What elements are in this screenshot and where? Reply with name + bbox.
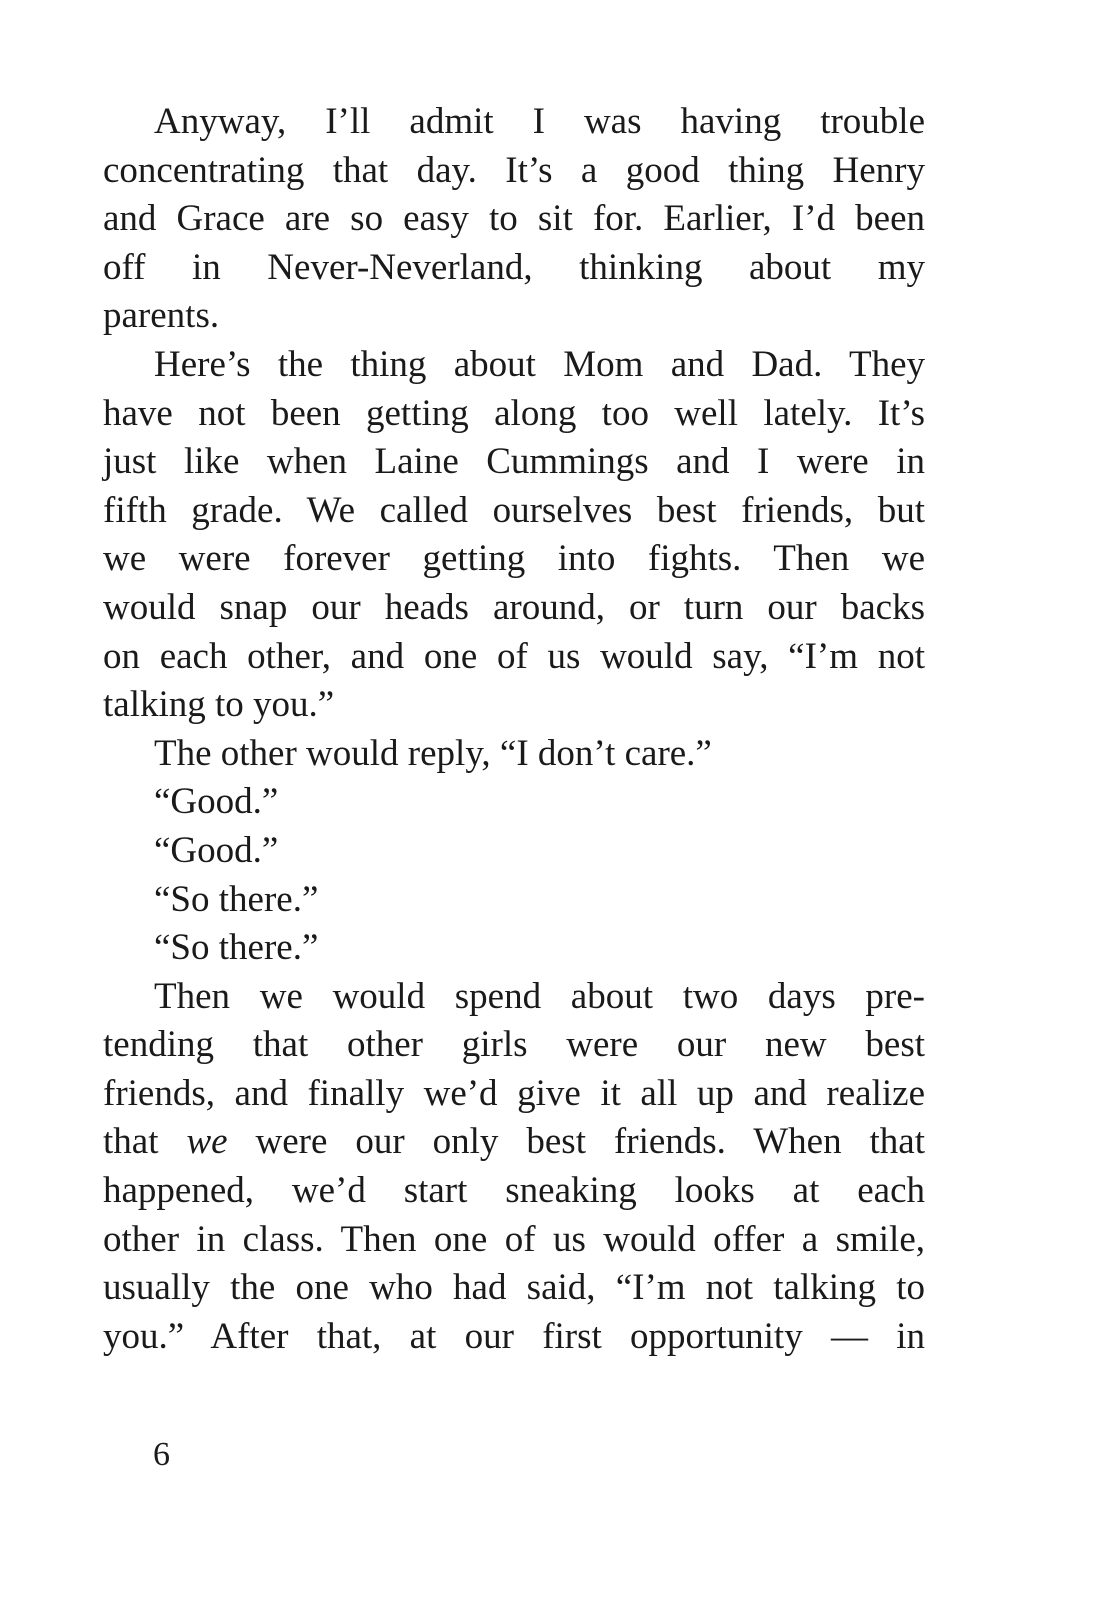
text-segment: that <box>103 1121 187 1163</box>
text-line: happened, we’d start sneaking looks at each <box>103 1170 925 1212</box>
page-number: 6 <box>153 1436 170 1473</box>
text-line: “Good.” <box>154 781 279 823</box>
text-line: fifth grade. We called ourselves best friends, but <box>103 489 925 531</box>
text-line: we were forever getting into fights. Then we <box>103 538 925 580</box>
text-line: Here’s the thing about Mom and Dad. They <box>154 343 925 385</box>
text-line: parents. <box>103 295 220 337</box>
paragraph <box>103 827 925 876</box>
text-line: “Good.” <box>154 829 279 871</box>
body-text <box>103 98 925 1361</box>
text-line: “So there.” <box>154 927 319 969</box>
paragraph <box>103 341 925 730</box>
text-line: just like when Laine Cummings and I were in <box>103 441 925 483</box>
text-line: The other would reply, “I don’t care.” <box>154 732 712 774</box>
paragraph <box>103 778 925 827</box>
text-line: off in Never-Neverland, thinking about my <box>103 246 925 288</box>
paragraph <box>103 730 925 779</box>
paragraph <box>103 98 925 341</box>
paragraph <box>103 876 925 925</box>
text-segment: were our only best friends. When that <box>227 1121 926 1163</box>
text-line: would snap our heads around, or turn our backs <box>103 586 925 628</box>
text-line: other in class. Then one of us would offer a smile, <box>103 1218 925 1260</box>
text-line <box>103 1118 925 1167</box>
text-line: Anyway, I’ll admit I was having trouble <box>154 101 925 142</box>
text-line: and Grace are so easy to sit for. Earlier, I’d been <box>103 198 925 240</box>
text-line: tending that other girls were our new best <box>103 1024 925 1066</box>
paragraph <box>103 924 925 973</box>
paragraph <box>103 973 925 1362</box>
text-line: Then we would spend about two days pre- <box>154 975 925 1017</box>
text-line: usually the one who had said, “I’m not talking to <box>103 1267 925 1309</box>
text-line: “So there.” <box>154 878 319 920</box>
text-line: you.” After that, at our first opportunity — in <box>103 1315 925 1357</box>
emphasis-text: we <box>186 1121 228 1163</box>
text-line: friends, and finally we’d give it all up and realize <box>103 1072 925 1114</box>
text-line: have not been getting along too well lately. It’s <box>103 392 925 434</box>
text-line: on each other, and one of us would say, “I’m not <box>103 635 925 677</box>
text-line: concentrating that day. It’s a good thing Henry <box>103 149 925 191</box>
text-line: talking to you.” <box>103 684 335 726</box>
